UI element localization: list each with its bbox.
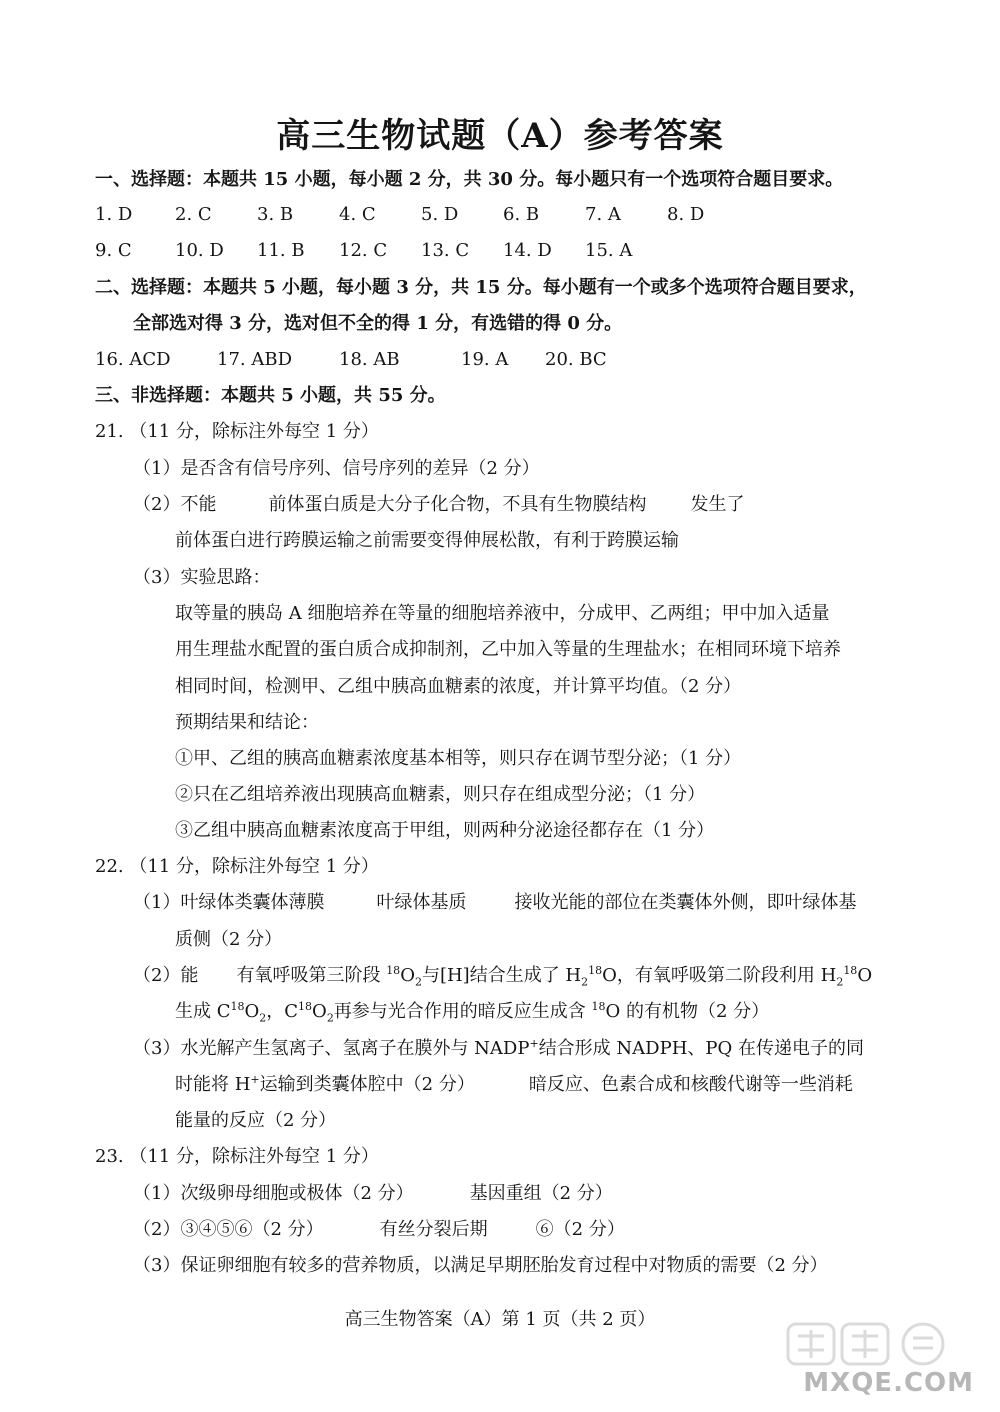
q22-part1-line2: 质侧（2 分） (175, 929, 283, 950)
answer-15: 15. A (585, 240, 633, 261)
q22-p3-text-a: （3）水光解产生氢离子、氢离子在膜外与 NADP (133, 1038, 530, 1059)
q21-p2-answer-c: 发生了 (690, 494, 745, 515)
section1-answers-row1 (95, 203, 704, 227)
q22-p2-text-e: 生成 C (175, 1001, 231, 1022)
q22-p2-answer-a: （2）能 (133, 965, 199, 986)
q22-p3-text-b: 结合形成 NADPH、PQ 在传递电子的同 (538, 1038, 864, 1059)
q22-p1-answer-c: 接收光能的部位在类囊体外侧，即叶绿体基 (514, 892, 857, 913)
q21-part2-line2: 前体蛋白进行跨膜运输之前需要变得伸展松散，有利于跨膜运输 (175, 530, 679, 551)
q21-part3-line1: 取等量的胰岛 A 细胞培养在等量的细胞培养液中，分成甲、乙两组；甲中加入适量 (175, 603, 830, 624)
q21-p2-answer-b: 前体蛋白质是大分子化合物，不具有生物膜结构 (268, 494, 647, 515)
q21-p2-answer-a: （2）不能 (133, 494, 217, 515)
q22-part3-line3: 能量的反应（2 分） (175, 1110, 337, 1131)
answer-7: 7. A (585, 204, 621, 225)
q22-p3-text-d: 运输到类囊体腔中（2 分） (259, 1074, 475, 1095)
q22-p1-answer-a: （1）叶绿体类囊体薄膜 (133, 892, 325, 913)
answer-18: 18. AB (339, 349, 400, 370)
q22-part3-line1: （3）水光解产生氢离子、氢离子在膜外与 NADP+结合形成 NADPH、PQ 在传递电子的同 (133, 1037, 864, 1059)
answer-13: 13. C (421, 240, 470, 261)
q21-part3-line2: 用生理盐水配置的蛋白质合成抑制剂，乙中加入等量的生理盐水；在相同环境下培养 (175, 639, 841, 660)
q23-part2 (133, 1218, 625, 1242)
page-title: 高三生物试题（A）参考答案 (276, 116, 724, 156)
answer-11: 11. B (257, 240, 305, 261)
q21-part3-line6: ②只在乙组培养液出现胰高血糖素，则只存在组成型分泌；（1 分） (175, 784, 706, 805)
q21-part2-line1 (133, 493, 744, 517)
section2-heading-line2: 全部选对得 3 分，选对但不全的得 1 分，有选错的得 0 分。 (133, 313, 623, 334)
q21-part1: （1）是否含有信号序列、信号序列的差异（2 分） (133, 458, 540, 479)
answer-4: 4. C (339, 204, 376, 225)
q21-part3-line5: ①甲、乙组的胰高血糖素浓度基本相等，则只存在调节型分泌；（1 分） (175, 748, 742, 769)
section2-answers (95, 348, 607, 372)
q22-p2-text-b: 有氧呼吸第三阶段 (236, 965, 381, 986)
q21-part3-line4: 预期结果和结论： (175, 712, 319, 733)
q22-p3-text-e: 暗反应、色素合成和核酸代谢等一些消耗 (528, 1074, 853, 1095)
q23-header: 23. （11 分，除标注外每空 1 分） (95, 1146, 379, 1167)
q22-p2-text-g: 再参与光合作用的暗反应生成含 (333, 1001, 586, 1022)
page-footer: 高三生物答案（A）第 1 页（共 2 页） (344, 1309, 656, 1330)
q22-part1-line1 (133, 891, 856, 915)
answer-1: 1. D (95, 204, 133, 225)
q23-p1-answer-b: 基因重组（2 分） (469, 1183, 613, 1204)
section2-heading-line1: 二、选择题：本题共 5 小题，每小题 3 分，共 15 分。每小题有一个或多个选项符合题目要求， (95, 277, 867, 298)
q22-part2-line1: （2）能 有氧呼吸第三阶段 $^{18}O_2$与[H]结合生成了 $H_2^{18}O$，有氧呼吸第二阶段利用 $H_2^{18}O$ (133, 964, 873, 989)
section1-heading: 一、选择题：本题共 15 小题，每小题 2 分，共 30 分。每小题只有一个选项符合题目要求。 (95, 169, 844, 190)
answer-8: 8. D (667, 204, 705, 225)
answer-17: 17. ABD (217, 349, 293, 370)
section1-answers-row2 (95, 239, 632, 263)
q21-header: 21. （11 分，除标注外每空 1 分） (95, 421, 379, 442)
answer-10: 10. D (175, 240, 224, 261)
answer-3: 3. B (257, 204, 294, 225)
q23-part1 (133, 1182, 613, 1206)
q22-header: 22. （11 分，除标注外每空 1 分） (95, 856, 379, 877)
q23-p2-answer-a: （2）③④⑤⑥（2 分） (133, 1219, 324, 1240)
q22-p2-text-d: O，有氧呼吸第二阶段利用 H (602, 965, 837, 986)
answer-2: 2. C (175, 204, 212, 225)
q22-part3-line2: 时能将 H+运输到类囊体腔中（2 分） 暗反应、色素合成和核酸代谢等一些消耗 (175, 1073, 853, 1095)
answer-6: 6. B (503, 204, 540, 225)
q22-p2-text-f: ，C (266, 1001, 299, 1022)
q23-p2-answer-b: 有丝分裂后期 (379, 1219, 488, 1240)
q22-part2-line2: 生成 $C^{18}O_2$，$C^{18}O_2$再参与光合作用的暗反应生成含 $^{18}$O 的有机物（2 分） (175, 1000, 770, 1025)
answer-19: 19. A (461, 349, 509, 370)
q21-part3-label: （3）实验思路： (133, 567, 271, 588)
q22-p3-text-c: 时能将 H (175, 1074, 251, 1095)
q21-part3-line7: ③乙组中胰高血糖素浓度高于甲组，则两种分泌途径都存在（1 分） (175, 820, 715, 841)
answer-20: 20. BC (545, 349, 607, 370)
answer-9: 9. C (95, 240, 132, 261)
answer-5: 5. D (421, 204, 459, 225)
answer-16: 16. ACD (95, 349, 171, 370)
q22-p1-answer-b: 叶绿体基质 (376, 892, 467, 913)
answer-14: 14. D (503, 240, 552, 261)
q23-p2-answer-c: ⑥（2 分） (535, 1219, 625, 1240)
q21-part3-line3: 相同时间，检测甲、乙组中胰高血糖素的浓度，并计算平均值。（2 分） (175, 676, 742, 697)
q23-part3: （3）保证卵细胞有较多的营养物质，以满足早期胚胎发育过程中对物质的需要（2 分） (133, 1255, 828, 1276)
q22-p2-text-h: O 的有机物（2 分） (605, 1001, 770, 1022)
q22-p2-text-c: 与[H]结合生成了 H (421, 965, 582, 986)
answer-12: 12. C (339, 240, 388, 261)
q23-p1-answer-a: （1）次级卵母细胞或极体（2 分） (133, 1183, 414, 1204)
watermark-text: MXQE.COM (803, 1368, 974, 1398)
section3-heading: 三、非选择题：本题共 5 小题，共 55 分。 (95, 385, 446, 406)
